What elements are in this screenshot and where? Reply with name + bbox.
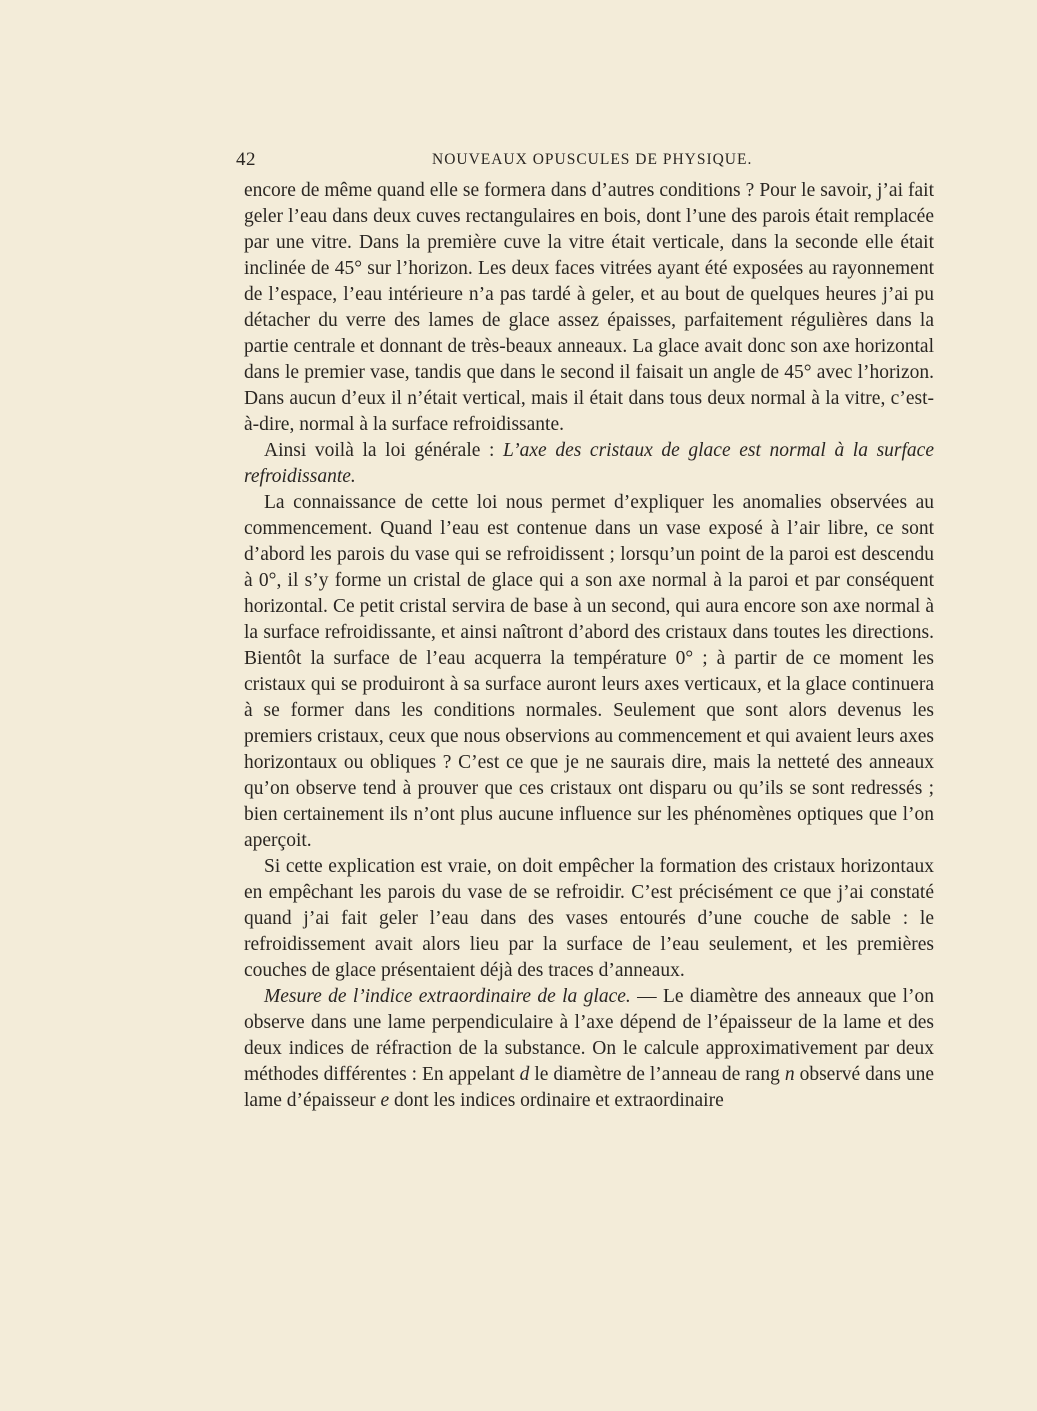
variable-d: d [519,1064,530,1085]
running-title: NOUVEAUX OPUSCULES DE PHYSIQUE. [432,151,753,168]
paragraph-5-measure: Mesure de l’indice extraordinaire de la glace. — Le diamètre des anneaux que l’on observe dans une lame perpendiculaire à l’axe dépend de l’épaisseur de la lame et des deux indices de réfraction de la substance. On le calcule approximativement par deux méthodes différentes : En appelant d le diamètre de l’anneau de rang n observé dans une lame d’épaisseur e dont les indices ordinaire et extraordinaire [244,986,935,1111]
paragraph-1: encore de même quand elle se formera dans d’autres conditions ? Pour le savoir, j’ai fait geler l’eau dans deux cuves rectangulaires en bois, dont l’une des parois était remplacée par une vitre. Dans la première cuve la vitre était verticale, dans la seconde elle était inclinée de 45° sur l’horizon. Les deux faces vitrées ayant été exposées au rayonnement de l’espace, l’eau intérieure n’a pas tardé à geler, et au bout de quelques heures j’ai pu détacher du verre des lames de glace assez épaisses, parfaitement régulières dans la partie centrale et donnant de très-beaux anneaux. La glace avait donc son axe horizontal dans le premier vase, tandis que dans le second il faisait un angle de 45° avec l’horizon. Dans aucun d’eux il n’était vertical, mais il était dans tous deux normal à la vitre, c’est-à-dire, normal à la surface refroidissante. [244,180,934,435]
variable-n: n [784,1064,795,1085]
variable-e: e [380,1090,390,1111]
page-number: 42 [236,149,256,170]
paragraph-3: La connaissance de cette loi nous permet d’expliquer les anomalies observées au commencement. Quand l’eau est contenue dans un vase exposé à l’air libre, ce sont d’abord les parois du vase qui se refroidissent ; lorsqu’un point de la paroi est descendu à 0°, il s’y forme un cristal de glace qui a son axe normal à la paroi et par conséquent horizontal. Ce petit cristal servira de base à un second, qui aura encore son axe normal à la surface refroidissante, et ainsi naîtront d’abord des cristaux dans toutes les directions. Bientôt la surface de l’eau acquerra la température 0° ; à partir de ce moment les cristaux qui se produiront à sa surface auront leurs axes verticaux, et la glace continuera à se former dans les conditions normales. Seulement que sont alors devenus les premiers cristaux, ceux que nous observions au commencement et qui avaient leurs axes horizontaux ou obliques ? C’est ce que je ne saurais dire, mais la netteté des anneaux qu’on observe tend à prouver que ces cristaux ont disparu ou qu’ils se sont redressés ; bien certainement ils n’ont plus aucune influence sur les phénomènes optiques que l’on aperçoit. [244,492,934,851]
section-heading: Mesure de l’indice extraordinaire de la glace. [264,986,631,1007]
law-statement: L’axe des cristaux de glace est normal à la surface refroidissante. [244,440,934,487]
paragraph-4: Si cette explication est vraie, on doit empêcher la formation des cristaux horizontaux en empêchant les parois du vase de se refroidir. C’est précisément ce que j’ai constaté quand j’ai fait geler l’eau dans des vases entourés d’une couche de sable : le refroidissement avait alors lieu par la surface de l’eau seulement, et les premières couches de glace présentaient déjà des traces d’anneaux. [244,856,934,981]
paragraph-2-general-law: Ainsi voilà la loi générale : L’axe des cristaux de glace est normal à la surface refroidissante. [244,440,934,487]
page-header [236,149,934,173]
body-text [244,178,934,1114]
